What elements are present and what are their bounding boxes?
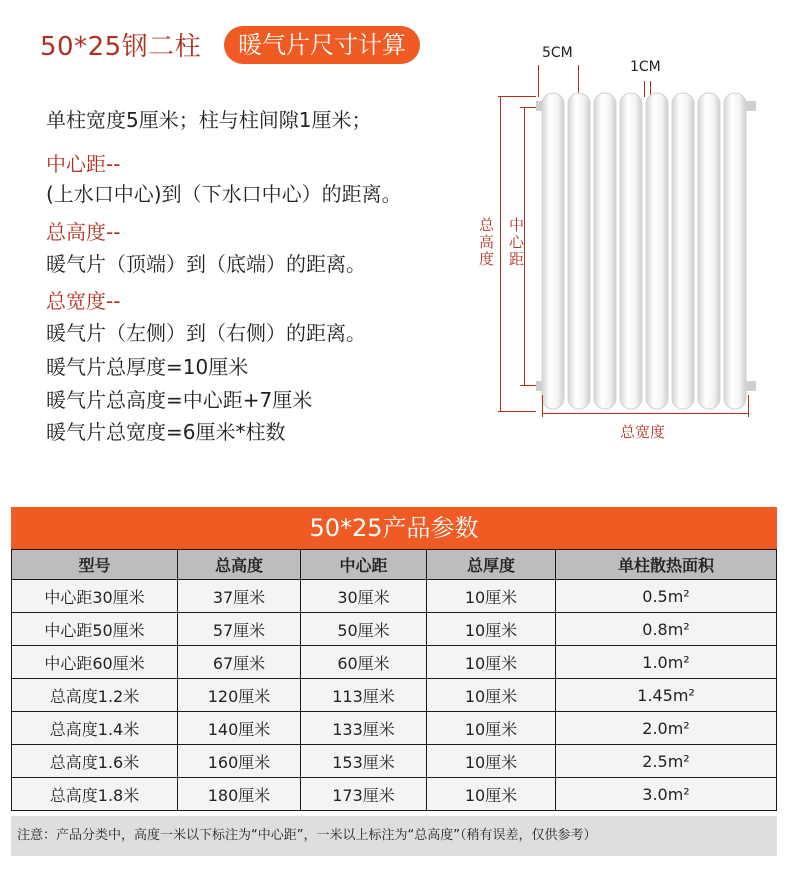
column-width-dimension: 5CM (542, 45, 573, 61)
cell-center-distance: 60厘米 (301, 646, 427, 679)
cell-model: 中心距60厘米 (12, 646, 178, 679)
cell-thickness: 10厘米 (427, 613, 556, 646)
cell-center-distance: 173厘米 (301, 778, 427, 811)
page-title: 50*25钢二柱 (40, 32, 202, 62)
header-total-height: 总高度 (178, 550, 301, 580)
header-thickness: 总厚度 (427, 550, 556, 580)
cell-total-height: 160厘米 (178, 745, 301, 778)
total-height-label-vertical: 总高度 (477, 217, 495, 268)
table-header-row (12, 550, 777, 580)
total-width-label: 总宽度-- (46, 289, 121, 313)
cell-total-height: 180厘米 (178, 778, 301, 811)
cell-model: 总高度1.8米 (12, 778, 178, 811)
title-badge: 暖气片尺寸计算 (224, 26, 420, 64)
table-row (12, 745, 777, 778)
cell-center-distance: 50厘米 (301, 613, 427, 646)
center-distance-text: (上水口中心)到（下水口中心）的距离。 (46, 182, 402, 206)
radiator-diagram (470, 45, 770, 445)
header-model: 型号 (12, 550, 178, 580)
cell-area: 3.0m² (556, 778, 777, 811)
total-height-label: 总高度-- (46, 220, 121, 244)
table-row (12, 580, 777, 613)
cell-center-distance: 113厘米 (301, 679, 427, 712)
total-width-label: 总宽度 (620, 423, 666, 441)
total-height-line (500, 96, 501, 411)
product-table (11, 549, 777, 811)
cell-total-height: 67厘米 (178, 646, 301, 679)
total-width-line (542, 413, 748, 414)
cell-model: 中心距50厘米 (12, 613, 178, 646)
intro-text: 单柱宽度5厘米；柱与柱间隙1厘米； (46, 108, 372, 132)
cell-area: 2.5m² (556, 745, 777, 778)
cell-thickness: 10厘米 (427, 646, 556, 679)
cell-center-distance: 153厘米 (301, 745, 427, 778)
header-center-distance: 中心距 (301, 550, 427, 580)
total-width-right-line (748, 395, 749, 417)
table-row (12, 778, 777, 811)
cell-area: 1.45m² (556, 679, 777, 712)
cell-thickness: 10厘米 (427, 745, 556, 778)
cell-model: 总高度1.4米 (12, 712, 178, 745)
cell-total-height: 57厘米 (178, 613, 301, 646)
cell-total-height: 37厘米 (178, 580, 301, 613)
cell-thickness: 10厘米 (427, 778, 556, 811)
table-note: 注意：产品分类中，高度一米以下标注为“中心距”，一米以上标注为“总高度”（稍有误差，仅供参考） (11, 816, 777, 856)
table-row (12, 712, 777, 745)
table-row (12, 679, 777, 712)
formula-height: 暖气片总高度=中心距+7厘米 (46, 388, 313, 412)
center-distance-label: 中心距-- (46, 152, 121, 176)
radiator-image (530, 89, 760, 419)
table-row (12, 646, 777, 679)
header-area: 单柱散热面积 (556, 550, 777, 580)
cell-center-distance: 30厘米 (301, 580, 427, 613)
cell-thickness: 10厘米 (427, 712, 556, 745)
cell-area: 1.0m² (556, 646, 777, 679)
center-distance-label-vertical: 中心距 (507, 217, 525, 268)
cell-thickness: 10厘米 (427, 679, 556, 712)
formula-thickness: 暖气片总厚度=10厘米 (46, 355, 249, 379)
cell-model: 中心距30厘米 (12, 580, 178, 613)
cell-area: 2.0m² (556, 712, 777, 745)
cell-total-height: 140厘米 (178, 712, 301, 745)
cell-model: 总高度1.2米 (12, 679, 178, 712)
cell-thickness: 10厘米 (427, 580, 556, 613)
cell-area: 0.8m² (556, 613, 777, 646)
cell-model: 总高度1.6米 (12, 745, 178, 778)
table-row (12, 613, 777, 646)
total-height-text: 暖气片（顶端）到（底端）的距离。 (46, 252, 366, 276)
cell-center-distance: 133厘米 (301, 712, 427, 745)
cell-total-height: 120厘米 (178, 679, 301, 712)
formula-width: 暖气片总宽度=6厘米*柱数 (46, 420, 286, 444)
cell-area: 0.5m² (556, 580, 777, 613)
gap-dimension: 1CM (630, 59, 661, 75)
table-title: 50*25产品参数 (11, 507, 777, 549)
total-width-text: 暖气片（左侧）到（右侧）的距离。 (46, 321, 366, 345)
